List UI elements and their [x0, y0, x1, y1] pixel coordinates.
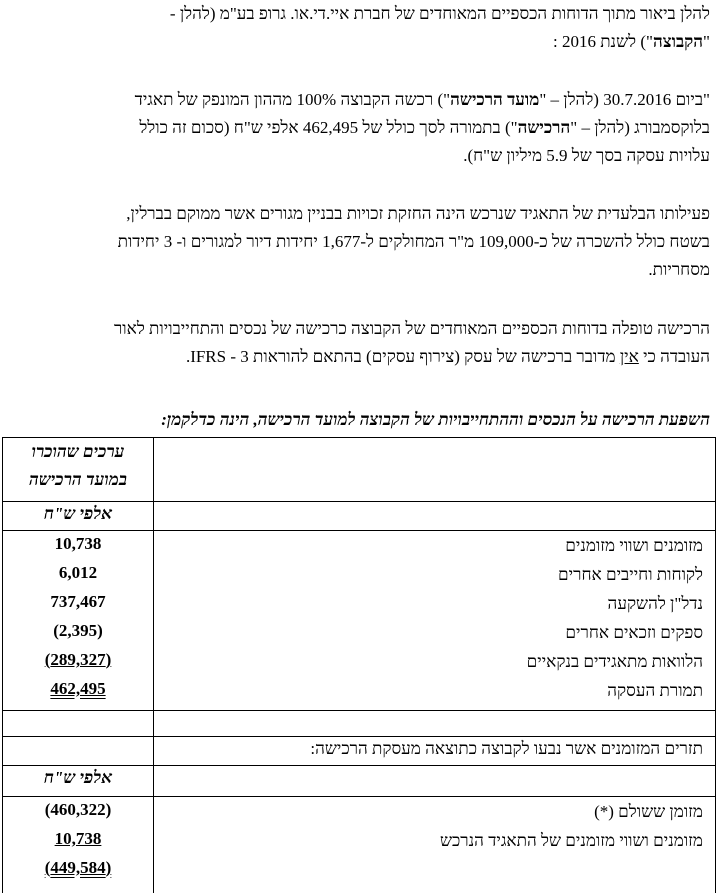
- table-divider-mid: [153, 504, 154, 736]
- table-divider-bottom: [153, 736, 154, 893]
- unit-label-1: אלפי ש"ח: [43, 504, 113, 523]
- table-heading: השפעת הרכישה על הנכסים וההתחייבויות של הקבוצה למועד הרכישה, הינה כדלקמן:: [161, 410, 710, 429]
- consideration-separator: [3, 710, 715, 711]
- blank-row-separator: [3, 736, 715, 737]
- row-receivables-value: 6,012: [58, 563, 98, 582]
- acquisition-paragraph: [14, 86, 710, 170]
- row-bank-loans-label: הלוואות מתאגידים בנקאיים: [526, 652, 703, 671]
- para1-line-2: [14, 114, 710, 142]
- row-bank-loans-value-text: (289,327): [44, 650, 112, 669]
- para1-line-1: [14, 86, 710, 114]
- table-divider-top: [153, 438, 154, 504]
- para3-line-2: [14, 343, 710, 371]
- para1-line-2-end: ") בתמורה לסך כולל של 462,495 אלפי ש"ח (סכום זה כולל: [139, 118, 518, 137]
- para1-line-2-start: בלוקסמבורג (להלן – ": [570, 118, 710, 137]
- para2-line-3: מסחריות.: [648, 260, 710, 279]
- acquisition-date-term: מועד הרכישה: [450, 90, 540, 109]
- header-separator: [3, 501, 715, 502]
- row-acquired-cash-value-text: 10,738: [54, 829, 102, 848]
- row-acquired-cash-label: מזומנים ושווי מזומנים של התאגיד הנרכש: [439, 831, 703, 850]
- row-payables-label: ספקים וזכאים אחרים: [565, 623, 703, 642]
- cashflow-title: תזרים המזומנים אשר נבעו לקבוצה כתוצאה מעסקת הרכישה:: [310, 739, 703, 758]
- row-consideration-value: [3, 679, 153, 699]
- acquisition-term: הרכישה: [517, 118, 571, 137]
- acquisition-table: [2, 437, 716, 893]
- cashflow-title-separator: [3, 765, 715, 766]
- row-acquired-cash-value: [3, 829, 153, 849]
- row-net-cash-value: [3, 858, 153, 878]
- row-net-cash-value-text: (449,584): [44, 858, 112, 877]
- unit-label-2: אלפי ש"ח: [43, 768, 113, 787]
- intro-paragraph: [14, 0, 710, 56]
- row-cash-label: מזומנים ושווי מזומנים: [565, 536, 703, 555]
- row-investment-property-value: 737,467: [50, 592, 106, 611]
- intro-line-2-rest: ") לשנת 2016 :: [552, 32, 653, 51]
- activity-paragraph: [14, 200, 710, 284]
- para2-line-2: בשטח כולל להשכרה של כ-109,000 מ"ר המחולקים ל-1,677 יחידות דיור למגורים ו- 3 יחידות: [117, 232, 710, 251]
- col-header-line-1: ערכים שהוכרו: [31, 442, 125, 461]
- row-consideration-label: תמורת העסקה: [607, 681, 703, 700]
- intro-quote: ": [703, 32, 710, 51]
- unit-separator: [3, 530, 715, 531]
- para3-line-2-start: העובדה כי: [638, 347, 710, 366]
- intro-line-1: להלן ביאור מתוך הדוחות הכספיים המאוחדים של חברת איי.די.או. גרופ בע"מ (להלן -: [169, 4, 710, 23]
- accounting-paragraph: [14, 315, 710, 371]
- row-payables-value: (2,395): [53, 621, 103, 640]
- para1-line-1-end: ") רכשה הקבוצה 100% מההון המונפק של תאגיד: [134, 90, 451, 109]
- row-cash-paid-value: (460,322): [44, 800, 112, 819]
- unit-2-separator: [3, 796, 715, 797]
- intro-line-2: [14, 28, 710, 56]
- col-header-line-2: במועד הרכישה: [28, 470, 127, 489]
- row-investment-property-label: נדל"ן להשקעה: [607, 594, 703, 613]
- para2-line-1: פעילותו הבלעדית של התאגיד שנרכש הינה החזקת זכויות בבניין מגורים אשר ממוקם בברלין,: [126, 204, 710, 223]
- not-term: אין: [619, 347, 639, 366]
- row-receivables-label: לקוחות וחייבים אחרים: [558, 565, 703, 584]
- group-term: הקבוצה: [652, 32, 704, 51]
- para1-line-3: עלויות עסקה בסך של 5.9 מיליון ש"ח).: [463, 146, 710, 165]
- para3-line-2-end: מדובר ברכישה של עסק (צירוף עסקים) בהתאם להוראות 3 - IFRS.: [185, 347, 620, 366]
- para3-line-1: הרכישה טופלה בדוחות הכספיים המאוחדים של הקבוצה כרכישה של נכסים והתחייבויות לאור: [113, 319, 710, 338]
- row-bank-loans-value: [3, 650, 153, 670]
- row-cash-paid-label: מזומן ששולם (*): [594, 802, 703, 821]
- row-cash-value: 10,738: [54, 534, 102, 553]
- row-consideration-value-text: 462,495: [50, 679, 106, 698]
- para1-line-1-start: "ביום 30.7.2016 (להלן – ": [539, 90, 710, 109]
